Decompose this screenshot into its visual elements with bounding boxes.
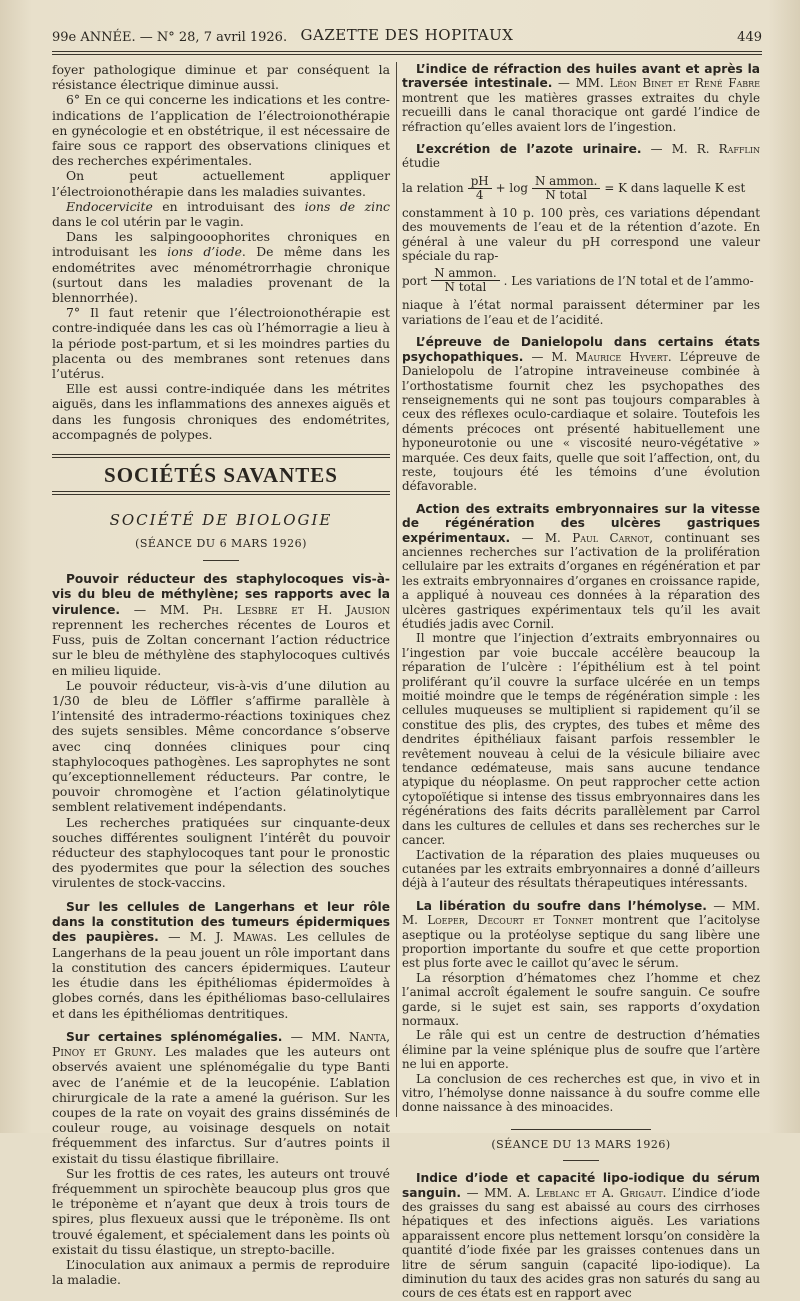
article-text: reprennent les recherches récentes de Louros et Fuss, puis de Zoltan concernant l’action réductrice sur le bleu de méthylène des staphylocoques cultivés en milieu liquide. (52, 616, 390, 678)
article (402, 899, 760, 971)
paragraph: La conclusion de ces recherches est que, in vivo et in vitro, l’hémolyse donne naissance à du soufre comme elle donne naissance à des minoacides. (402, 1071, 760, 1115)
article-authors: — MM. M. Loeper, Decourt et Tonnet (402, 898, 760, 928)
article (402, 502, 760, 632)
term: ions de zinc (304, 198, 390, 214)
article-authors: — M. Paul Carnot, (510, 530, 654, 545)
paragraph: L’activation de la réparation des plaies muqueuses ou cutanées par les extraits embryonnaires a donné d’ailleurs déjà à l’auteur des résultats thérapeutiques intéressants. (402, 847, 760, 891)
article-title: Sur les cellules de Langerhans et leur rôle dans la constitution des tumeurs épidermiques des paupières. (52, 899, 390, 945)
spacer (52, 891, 390, 899)
article-title: Action des extraits embryonnaires sur la vitesse de régénération des ulcères gastriques expérimentaux. (402, 501, 760, 545)
article-text: Les malades que les auteurs ont observés avaient une splénomégalie du type Banti avec de l’anémie et de la leucopénie. L’ablation chirurgicale de la rate a amené la guérison. Sur les coupes de la rate on voyait des grains disséminés de couleur rouge, au voisinage desquels on notait fréquemment des infarctus. Sur d’autres points il existait du tissu élastique fibrillaire. (52, 1044, 390, 1166)
paragraph: Il montre que l’injection d’extraits embryonnaires ou l’ingestion par voie buccale accélère beaucoup la réparation de l’ulcère : l’épithélium est à tel point proliférant qu’il couvre la surface ulcérée en un temps moitié moindre que le temps de régénération simple : les cellules muqueuses se multiplient si rapidement qu’il se constitue des plis, des cryptes, des tubes et même des dendrites épithéliaux faisant parfois ressembler le revêtement nouveau à celui de la vésicule biliaire avec tendance œdémateuse, mais sans aucune tendance atypique du néoplasme. On peut rapprocher cette action cytopoïétique si intense des tissus embryonnaires dans les régénérations des faits décrits parallèlement par Carrol dans les cultures de cellules et dans ses recherches sur le cancer. (402, 631, 760, 848)
article (402, 1171, 760, 1301)
denominator: N total (545, 187, 588, 202)
article-text: montrent que l’acitolyse aseptique ou la protéolyse septique du sang libère une proportion importante du soufre et que cette proportion est plus forte avec le caillot qu’avec le sérum. (402, 913, 761, 971)
article (402, 335, 760, 493)
article-title: L’épreuve de Danielopolu dans certains états psychopathiques. (402, 335, 760, 364)
numerator: N ammon. (532, 175, 600, 189)
article-authors: — MM. Ph. Lesbre et H. Jausion (120, 601, 390, 617)
article-title: La libération du soufre dans l’hémolyse. (416, 898, 707, 913)
formula-tail: . Les variations de l’N total et de l’ammo- (503, 273, 754, 288)
spacer (402, 891, 760, 899)
article-authors: — MM. Nanta, Pinoy et Gruny. (52, 1028, 391, 1060)
paragraph: Les recherches pratiquées sur cinquante-deux souches différentes soulignent l’intérêt du pouvoir réducteur des staphylocoques tant pour le pronostic des pyodermites que pour la sélection des souches virulentes de stock-vaccins. (52, 814, 390, 891)
section-rule (52, 454, 390, 458)
paragraph (52, 199, 390, 229)
paragraph: Elle est aussi contre-indiquée dans les métrites aiguës, dans les inflammations des annexes aiguës et dans les fungosis chroniques des endométrites, accompagnés de polypes. (52, 381, 390, 442)
article-title: L’indice de réfraction des huiles avant et après la traversée intestinale. (402, 62, 760, 91)
formula-tail: = K dans laquelle K est (604, 181, 746, 196)
short-rule (203, 560, 239, 561)
article (402, 62, 760, 134)
article-authors: — M. R. Rafflin (641, 142, 760, 157)
fraction (532, 175, 600, 202)
article-authors: — M. Maurice Hyvert. (523, 349, 672, 364)
article-text: L’épreuve de Danielopolu de l’atropine intraveineuse combinée à l’orthostatisme fournit chez les psychopathes des renseignements qui ne sont pas toujours comparables à ceux des réflexes oculo-cardiaque et solaire. Toutefois les déments précoces ont présenté habituellement une hyponeurotonie ou une « viscosité neuro-végétative » marquée. Ces deux faits, quelle que soit l’affection, ont, du reste, toujours été les témoins d’une évolution défavorable. (402, 349, 760, 494)
paragraph (52, 229, 390, 305)
denominator: N total (444, 280, 487, 295)
article (402, 142, 760, 171)
header-page-number: 449 (737, 30, 762, 45)
formula-relation (402, 175, 760, 202)
right-column (402, 62, 760, 1301)
numerator: pH (468, 175, 492, 189)
page-header (52, 24, 762, 52)
paragraph: Le râle qui est un centre de destruction d’hématies élimine par la veine splénique plus de soufre que l’artère ne lui en apporte. (402, 1028, 760, 1072)
spacer (52, 1021, 390, 1029)
article-authors: — M. J. Mawas. (158, 929, 278, 945)
column-divider (396, 62, 397, 1117)
text: en introduisant des (152, 198, 305, 214)
short-rule (511, 1129, 651, 1130)
seance-date: (SÉANCE DU 13 MARS 1926) (491, 1137, 671, 1151)
spacer (402, 327, 760, 335)
short-rule (563, 1160, 599, 1161)
paragraph: Le pouvoir réducteur, vis-à-vis d’une dilution au 1/30 de bleu de Löffler s’affirme parallèle à l’intensité des intradermo-réactions toxiniques chez des sujets sensibles. Même concordance s’observe avec cinq données cliniques pour cinq staphylocoques pathogènes. Les saprophytes ne sont qu’exceptionnellement réducteurs. Par contre, le pouvoir chromogène et l’action gélatinolytique semblent relativement indépendants. (52, 677, 390, 815)
fraction (431, 267, 499, 294)
formula-op: + log (495, 181, 528, 196)
paragraph: constamment à 10 p. 100 près, ces variations dépendant des mouvements de l’eau et de la rétention d’azote. En général à une valeur du pH correspond une valeur spéciale du rap- (402, 205, 760, 264)
article-title: Sur certaines splénomégalies. (66, 1029, 283, 1044)
text: Dans les salpingooophorites chroniques en introduisant les (52, 229, 390, 260)
section-banner: SOCIÉTÉS SAVANTES (104, 463, 338, 488)
article-authors: — MM. Léon Binet et René Fabre (552, 76, 760, 91)
term: Endocervicite (66, 198, 153, 214)
article (52, 571, 390, 678)
denominator: 4 (475, 187, 484, 202)
paragraph: On peut actuellement appliquer l’électroionothérapie dans les maladies suivantes. (52, 168, 390, 199)
article-title: L’excrétion de l’azote urinaire. (416, 142, 642, 157)
society-heading: SOCIÉTÉ DE BIOLOGIE (109, 511, 333, 530)
spacer (402, 494, 760, 502)
article-text: montrent que les matières grasses extraites du chyle recueilli dans le canal thoracique ont gardé l’indice de réfraction qu’elles avaient lors de l’ingestion. (402, 90, 760, 134)
paragraph: niaque à l’état normal paraissent déterminer par les variations de l’eau et de l’acidité. (402, 298, 760, 327)
paragraph: 7° Il faut retenir que l’électroionothérapie est contre-indiquée dans les cas où l’hémorragie a lieu à la période post-partum, et si les moindres parties du placenta ou des membranes sont retenues dans l’utérus. (52, 305, 390, 382)
article-title: Indice d’iode et capacité lipo-iodique du sérum sanguin. (402, 1171, 760, 1200)
paragraph: 6° En ce qui concerne les indications et les contre-indications de l’application de l’électroionothérapie en gynécologie et en obstétrique, il est nécessaire de faire sous ce rapport des observations cliniques et des recherches expérimentales. (52, 92, 390, 169)
article (52, 899, 390, 1021)
seance-date: (SÉANCE DU 6 MARS 1926) (135, 537, 307, 551)
article-text: L’indice d’iode des graisses du sang est abaissé au cours des cirrhoses hépatiques et des infections aiguës. Les variations apparaissent encore plus nettement lorsqu’on considère la quantité d’iode fixée par les graisses contenues dans un litre de sérum sanguin (capacité lipo-iodique). La diminution du taux des acides gras non saturés du sang au cours de ces états est en rapport avec (402, 1185, 760, 1301)
article-text: continuant ses anciennes recherches sur l’activation de la prolifération cellulaire par les extraits d’organes en régénération et par les extraits embryonnaires d’organes en croissance rapide, a appliqué à nouveau ces données à la réparation des ulcères gastriques expérimentaux tels qu’il les avait étudiés jadis avec Cornil. (402, 530, 760, 631)
fraction (468, 175, 492, 202)
paragraph: L’inoculation aux animaux a permis de reproduire la maladie. (52, 1257, 390, 1288)
header-rule (52, 51, 762, 52)
article (52, 1029, 390, 1166)
header-issue: 99e ANNÉE. — N° 28, 7 avril 1926. (52, 30, 288, 45)
header-rule-2 (52, 54, 762, 55)
article-text: étudie (402, 156, 440, 171)
article-authors: — MM. A. Leblanc et A. Grigaut. (461, 1185, 667, 1200)
section-rule (52, 491, 390, 495)
formula-ratio (402, 267, 760, 294)
article-title: Pouvoir réducteur des staphylocoques vis-à-vis du bleu de méthylène; ses rapports avec la virulence. (52, 571, 390, 617)
numerator: N ammon. (431, 267, 499, 281)
term: ions d’iode (167, 244, 242, 260)
spacer (402, 134, 760, 142)
article-text: Les cellules de Langerhans de la peau jouent un rôle important dans la constitution des cancers épidermiques. L’auteur les étudie dans les épithéliomas épidermoïdes à globes cornés, dans les épithéliomas baso-cellulaires et dans les épithéliomas dentritiques. (52, 929, 390, 1021)
paragraph: foyer pathologique diminue et par conséquent la résistance électrique diminue aussi. (52, 62, 390, 93)
header-journal-title: GAZETTE DES HOPITAUX (300, 26, 514, 44)
paragraph: La résorption d’hématomes chez l’homme et chez l’animal accroît également le soufre sanguin. Ce soufre garde, si le sujet est sain, ses rapports d’oxydation normaux. (402, 970, 760, 1028)
text: . De même dans les endométrites avec ménométrorrhagie chronique (surtout dans les maladies provenant de la blennorrhée). (52, 244, 391, 306)
left-column (52, 62, 390, 1287)
paragraph: Sur les frottis de ces rates, les auteurs ont trouvé fréquemment un spirochète beaucoup plus gros que le tréponème et n’ayant que deux à trois tours de spires, plus flexueux aussi que le tréponème. Ils ont trouvé également, et spécialement dans les points où existait du tissu élastique, un strepto-bacille. (52, 1165, 390, 1257)
formula-lead: la relation (402, 181, 464, 196)
text: dans le col utérin par le vagin. (52, 214, 244, 230)
formula-lead: port (402, 273, 428, 288)
